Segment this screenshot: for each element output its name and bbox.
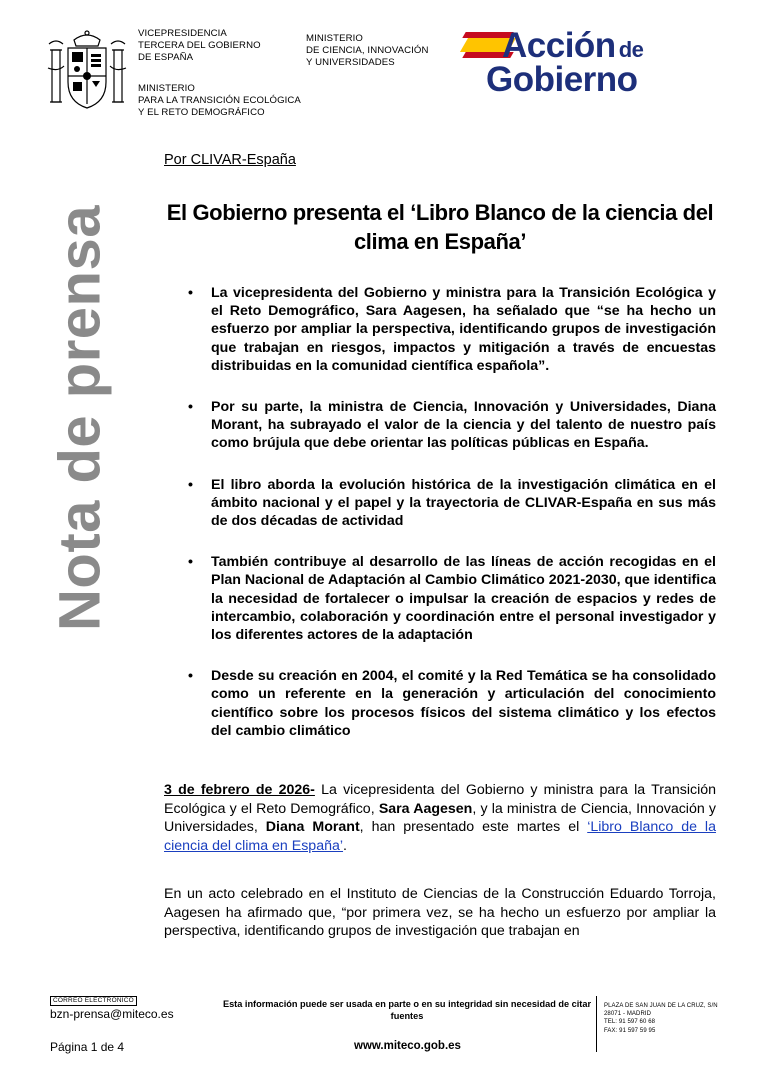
bullet-icon: •: [188, 399, 193, 416]
ministerio-transicion-label: MINISTERIO PARA LA TRANSICIÓN ECOLÓGICA Y EL RETO DEMOGRÁFICO: [138, 83, 301, 118]
email-label: CORREO ELECTRÓNICO: [50, 996, 137, 1006]
libro-blanco-link[interactable]: ‘Libro Blanco de la ciencia del clima en España’: [164, 819, 716, 854]
footer-disclaimer: Esta información puede ser usada en parte o en su integridad sin necesidad de citar fuentes: [222, 999, 592, 1021]
dateline: 3 de febrero de 2026-: [164, 782, 315, 798]
bullet-icon: •: [188, 285, 193, 301]
spain-coat-of-arms-icon: [46, 28, 128, 114]
person-name: Diana Morant: [265, 819, 360, 835]
body-paragraph-1: 3 de febrero de 2026- La vicepresidenta del Gobierno y ministra para la Transición Ecológica y el Reto Demográfico, Sara Aagesen, y la ministra de Ciencia, Innovación y Universidades, Diana Morant, han presentado este martes el ‘Libro Blanco de la ciencia del clima en España’.: [164, 782, 717, 854]
brand-line-1: Acción de: [502, 26, 644, 65]
press-email[interactable]: bzn-prensa@miteco.es: [50, 1007, 174, 1021]
brand-line-2: Gobierno: [486, 60, 638, 99]
kicker: Por CLIVAR-España: [164, 152, 296, 168]
summary-bullet: • Por su parte, la ministra de Ciencia, Innovación y Universidades, Diana Morant, ha subrayado el valor de la ciencia y del talento de nuestro país como brújula que debe orientar las políticas públicas en España.: [188, 399, 716, 452]
website-link[interactable]: www.miteco.gob.es: [354, 1040, 461, 1052]
person-name: Sara Aagesen: [378, 800, 473, 817]
bullet-icon: •: [188, 554, 193, 571]
summary-bullet: • La vicepresidenta del Gobierno y ministra para la Transición Ecológica y el Reto Demográfico, Sara Aagesen, ha señalado que “se ha hecho un esfuerzo por ampliar la perspectiva, identificando grupos de investigación que trabajan en riesgos, impactos y mitigación a través de encuestas distribuidas en la comunidad científica española”.: [188, 285, 716, 374]
footer-divider: [596, 996, 597, 1052]
summary-bullet-list: [186, 284, 716, 763]
body-paragraph-2: En un acto celebrado en el Instituto de Ciencias de la Construcción Eduardo Torroja, Aagesen ha afirmado que, “por primera vez, se ha hecho un esfuerzo por ampliar la perspectiva, identificando grupos de investigación que trabajan en: [164, 886, 716, 939]
ministerio-ciencia-label: MINISTERIO DE CIENCIA, INNOVACIÓN Y UNIVERSIDADES: [306, 33, 429, 68]
bullet-icon: •: [188, 476, 193, 493]
bullet-icon: •: [188, 668, 193, 685]
headline: El Gobierno presenta el ‘Libro Blanco de la ciencia del clima en España’: [166, 200, 714, 254]
summary-bullet: • El libro aborda la evolución histórica de la investigación climática en el ámbito nacional y el papel y la trayectoria de CLIVAR-España en sus más de dos décadas de actividad: [188, 476, 716, 530]
summary-bullet: • También contribuye al desarrollo de las líneas de acción recogidas en el Plan Nacional de Adaptación al Cambio Climático 2021-2030, que identifica la necesidad de fortalecer o impulsar la creación de espacios y redes de intercambio, colaboración y coordinación entre el personal investigador y los diferentes actores de la adaptación: [188, 554, 716, 644]
summary-bullet: • Desde su creación en 2004, el comité y la Red Temática se ha consolidado como un referente en la generación y articulación del conocimiento científico sobre los procesos físicos del sistema climático y los efectos del cambio climático: [188, 668, 716, 739]
nota-de-prensa-side-label: Nota de prensa: [47, 205, 113, 631]
vicepresidencia-label: VICEPRESIDENCIA TERCERA DEL GOBIERNO DE ESPAÑA: [138, 28, 261, 63]
accion-de-gobierno-logo: [464, 26, 684, 100]
footer-address: PLAZA DE SAN JUAN DE LA CRUZ, S/N 28071 - MADRID TEL: 91 597 60 68 FAX: 91 597 59 95: [604, 1003, 718, 1034]
page-number: Página 1 de 4: [50, 1040, 125, 1054]
